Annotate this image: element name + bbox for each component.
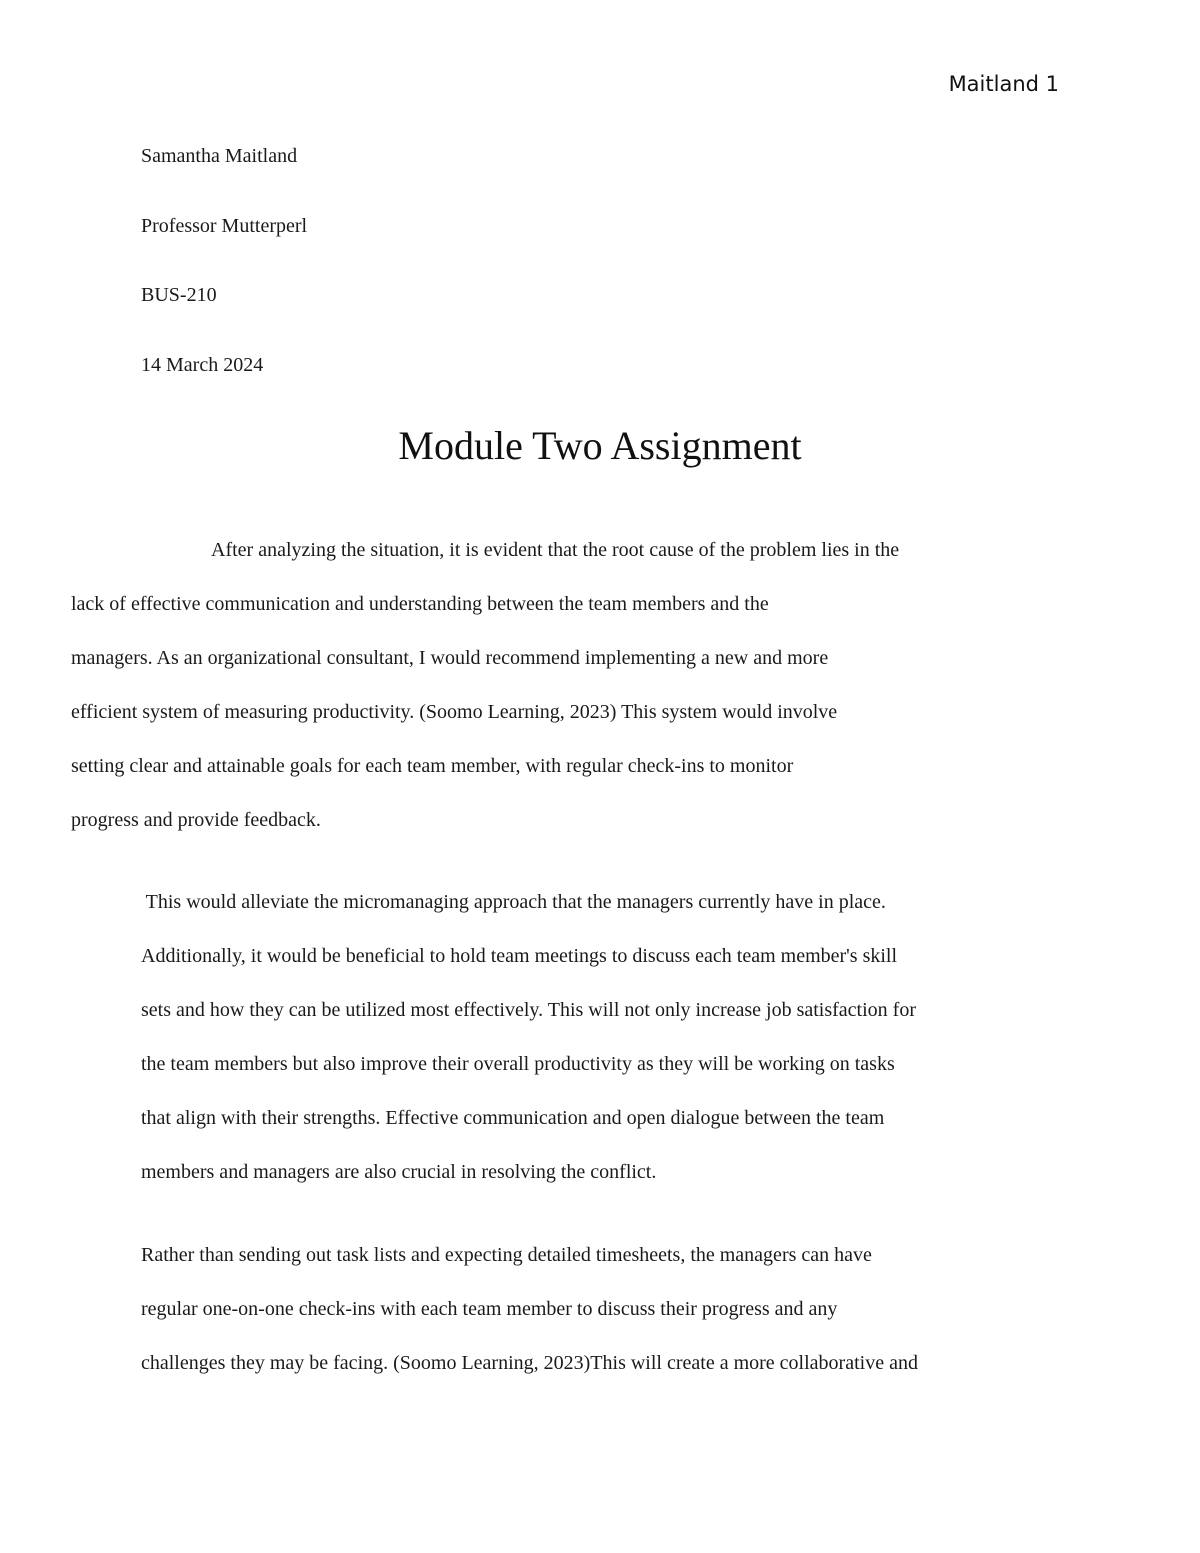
paragraph-line: challenges they may be facing. (Soomo Learning, 2023)This will create a more collaborative and bbox=[141, 1352, 918, 1374]
paragraph-line: After analyzing the situation, it is evident that the root cause of the problem lies in the bbox=[211, 539, 900, 561]
paragraph-line: sets and how they can be utilized most effectively. This will not only increase job satisfaction for bbox=[141, 999, 916, 1021]
course-code: BUS-210 bbox=[141, 284, 217, 306]
paragraph-line: that align with their strengths. Effective communication and open dialogue between the team bbox=[141, 1107, 885, 1129]
paragraph-line: lack of effective communication and understanding between the team members and the bbox=[71, 593, 769, 615]
paragraph-line: managers. As an organizational consultant, I would recommend implementing a new and more bbox=[71, 647, 829, 669]
paragraph-line: efficient system of measuring productivity. (Soomo Learning, 2023) This system would involve bbox=[71, 701, 838, 723]
paragraph-line: progress and provide feedback. bbox=[71, 809, 321, 831]
document-title: Module Two Assignment bbox=[398, 423, 802, 468]
submission-date: 14 March 2024 bbox=[141, 354, 264, 376]
paragraph-line: This would alleviate the micromanaging approach that the managers currently have in place. bbox=[141, 891, 886, 913]
paragraph-line: setting clear and attainable goals for each team member, with regular check-ins to monitor bbox=[71, 755, 794, 777]
student-name: Samantha Maitland bbox=[141, 145, 298, 167]
paragraph-2 bbox=[141, 875, 1061, 1199]
paragraph-line: Rather than sending out task lists and expecting detailed timesheets, the managers can have bbox=[141, 1244, 872, 1266]
paragraph-line: regular one-on-one check-ins with each team member to discuss their progress and any bbox=[141, 1298, 838, 1320]
running-head: Maitland 1 bbox=[948, 72, 1059, 96]
paragraph-line: the team members but also improve their overall productivity as they will be working on tasks bbox=[141, 1053, 895, 1075]
paragraph-3 bbox=[141, 1228, 1061, 1390]
paragraph-1 bbox=[71, 523, 1061, 847]
paragraph-line: members and managers are also crucial in resolving the conflict. bbox=[141, 1161, 657, 1183]
professor-name: Professor Mutterperl bbox=[141, 215, 308, 237]
paragraph-line: Additionally, it would be beneficial to hold team meetings to discuss each team member's skill bbox=[141, 945, 898, 967]
